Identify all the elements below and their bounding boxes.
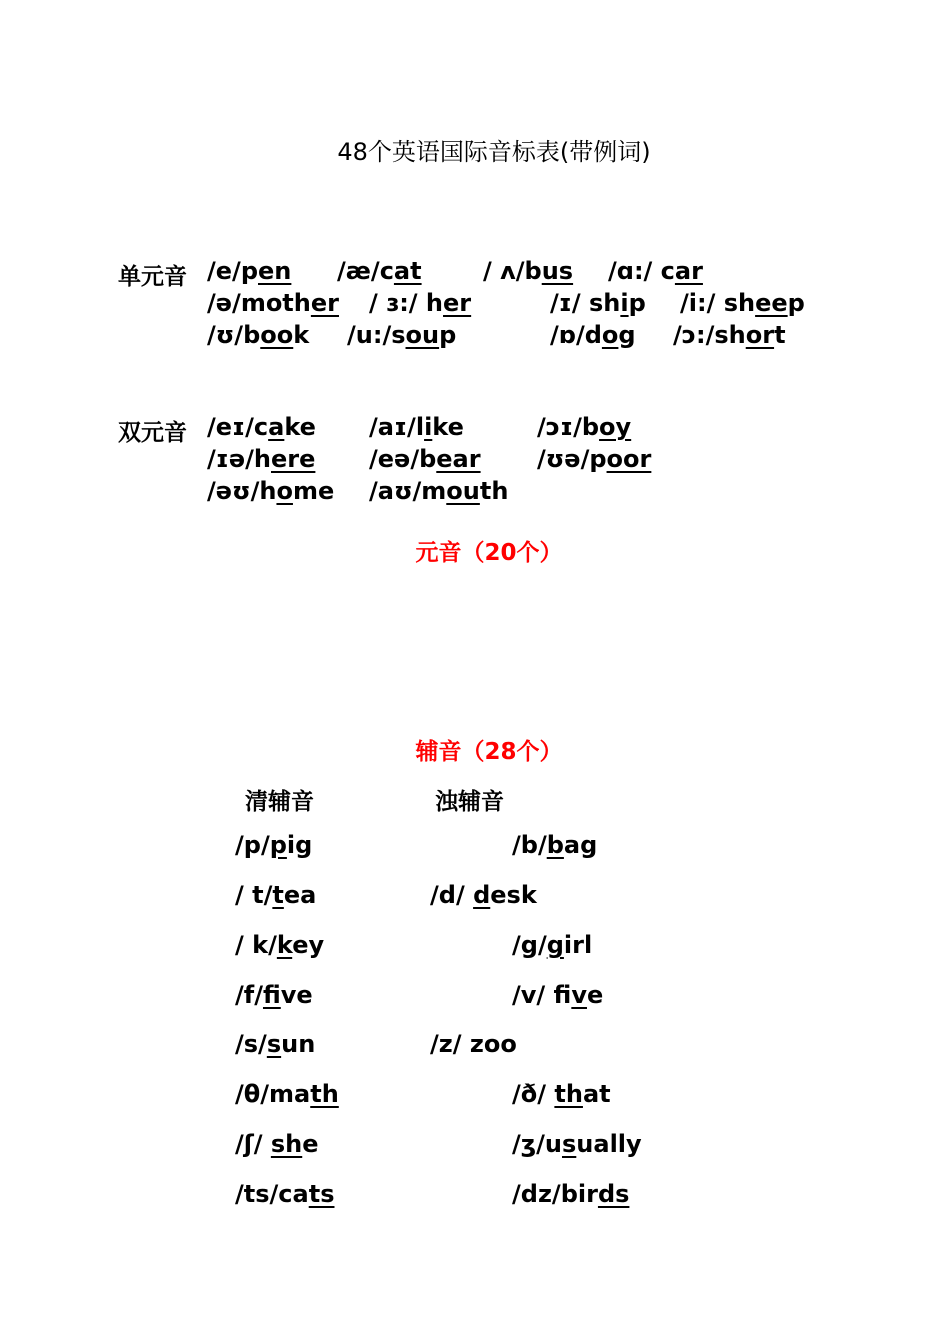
vowel-entry: /eɪ/cake [207,413,316,441]
consonant-entry: / t/tea [235,881,317,909]
vowel-entry: /u:/soup [347,321,457,349]
vowel-entry: /ɔɪ/boy [537,413,632,441]
vowel-entry: /æ/cat [337,257,422,285]
consonant-entry: /b/bag [512,831,598,859]
consonant-entry: /v/ five [512,981,604,1009]
vowel-entry: /aʊ/mouth [369,477,509,505]
vowel-entry: /əʊ/home [207,477,335,505]
monophthong-label: 单元音 [118,264,187,290]
vowel-entry: /ɪ/ ship [550,289,646,317]
consonant-section-title: 辅音（28个） [415,739,563,765]
consonant-entry: /ts/cats [235,1180,335,1208]
consonant-entry: /θ/math [235,1080,339,1108]
voiced-header: 浊辅音 [435,789,504,815]
vowel-entry: /ɑ:/ car [608,257,703,285]
vowel-entry: /ɪə/here [207,445,316,473]
vowel-section-title: 元音（20个） [415,540,563,566]
voiceless-header: 清辅音 [245,789,314,815]
vowel-entry: /ɒ/dog [550,321,636,349]
vowel-entry: /ʊ/book [207,321,310,349]
vowel-entry: /aɪ/like [369,413,464,441]
consonant-entry: / k/key [235,931,325,959]
page-title: 48个英语国际音标表(带例词) [337,138,651,166]
vowel-entry: /ʊə/poor [537,445,652,473]
vowel-entry: /e/pen [207,257,292,285]
consonant-entry: /ð/ that [512,1080,611,1108]
vowel-entry: /eə/bear [369,445,481,473]
consonant-entry: /f/five [235,981,313,1009]
consonant-entry: /z/ zoo [430,1030,517,1058]
consonant-entry: /g/girl [512,931,593,959]
consonant-entry: /ʒ/usually [512,1130,642,1158]
consonant-entry: /ʃ/ she [235,1130,319,1158]
vowel-entry: /ə/mother [207,289,339,317]
vowel-entry: / ɜ:/ her [369,289,472,317]
consonant-entry: /s/sun [235,1030,316,1058]
consonant-entry: /dz/birds [512,1180,630,1208]
consonant-entry: /p/pig [235,831,313,859]
vowel-entry: /ɔ:/short [673,321,786,349]
vowel-entry: /i:/ sheep [680,289,805,317]
diphthong-label: 双元音 [118,420,187,446]
consonant-entry: /d/ desk [430,881,537,909]
vowel-entry: / ʌ/bus [483,257,574,285]
